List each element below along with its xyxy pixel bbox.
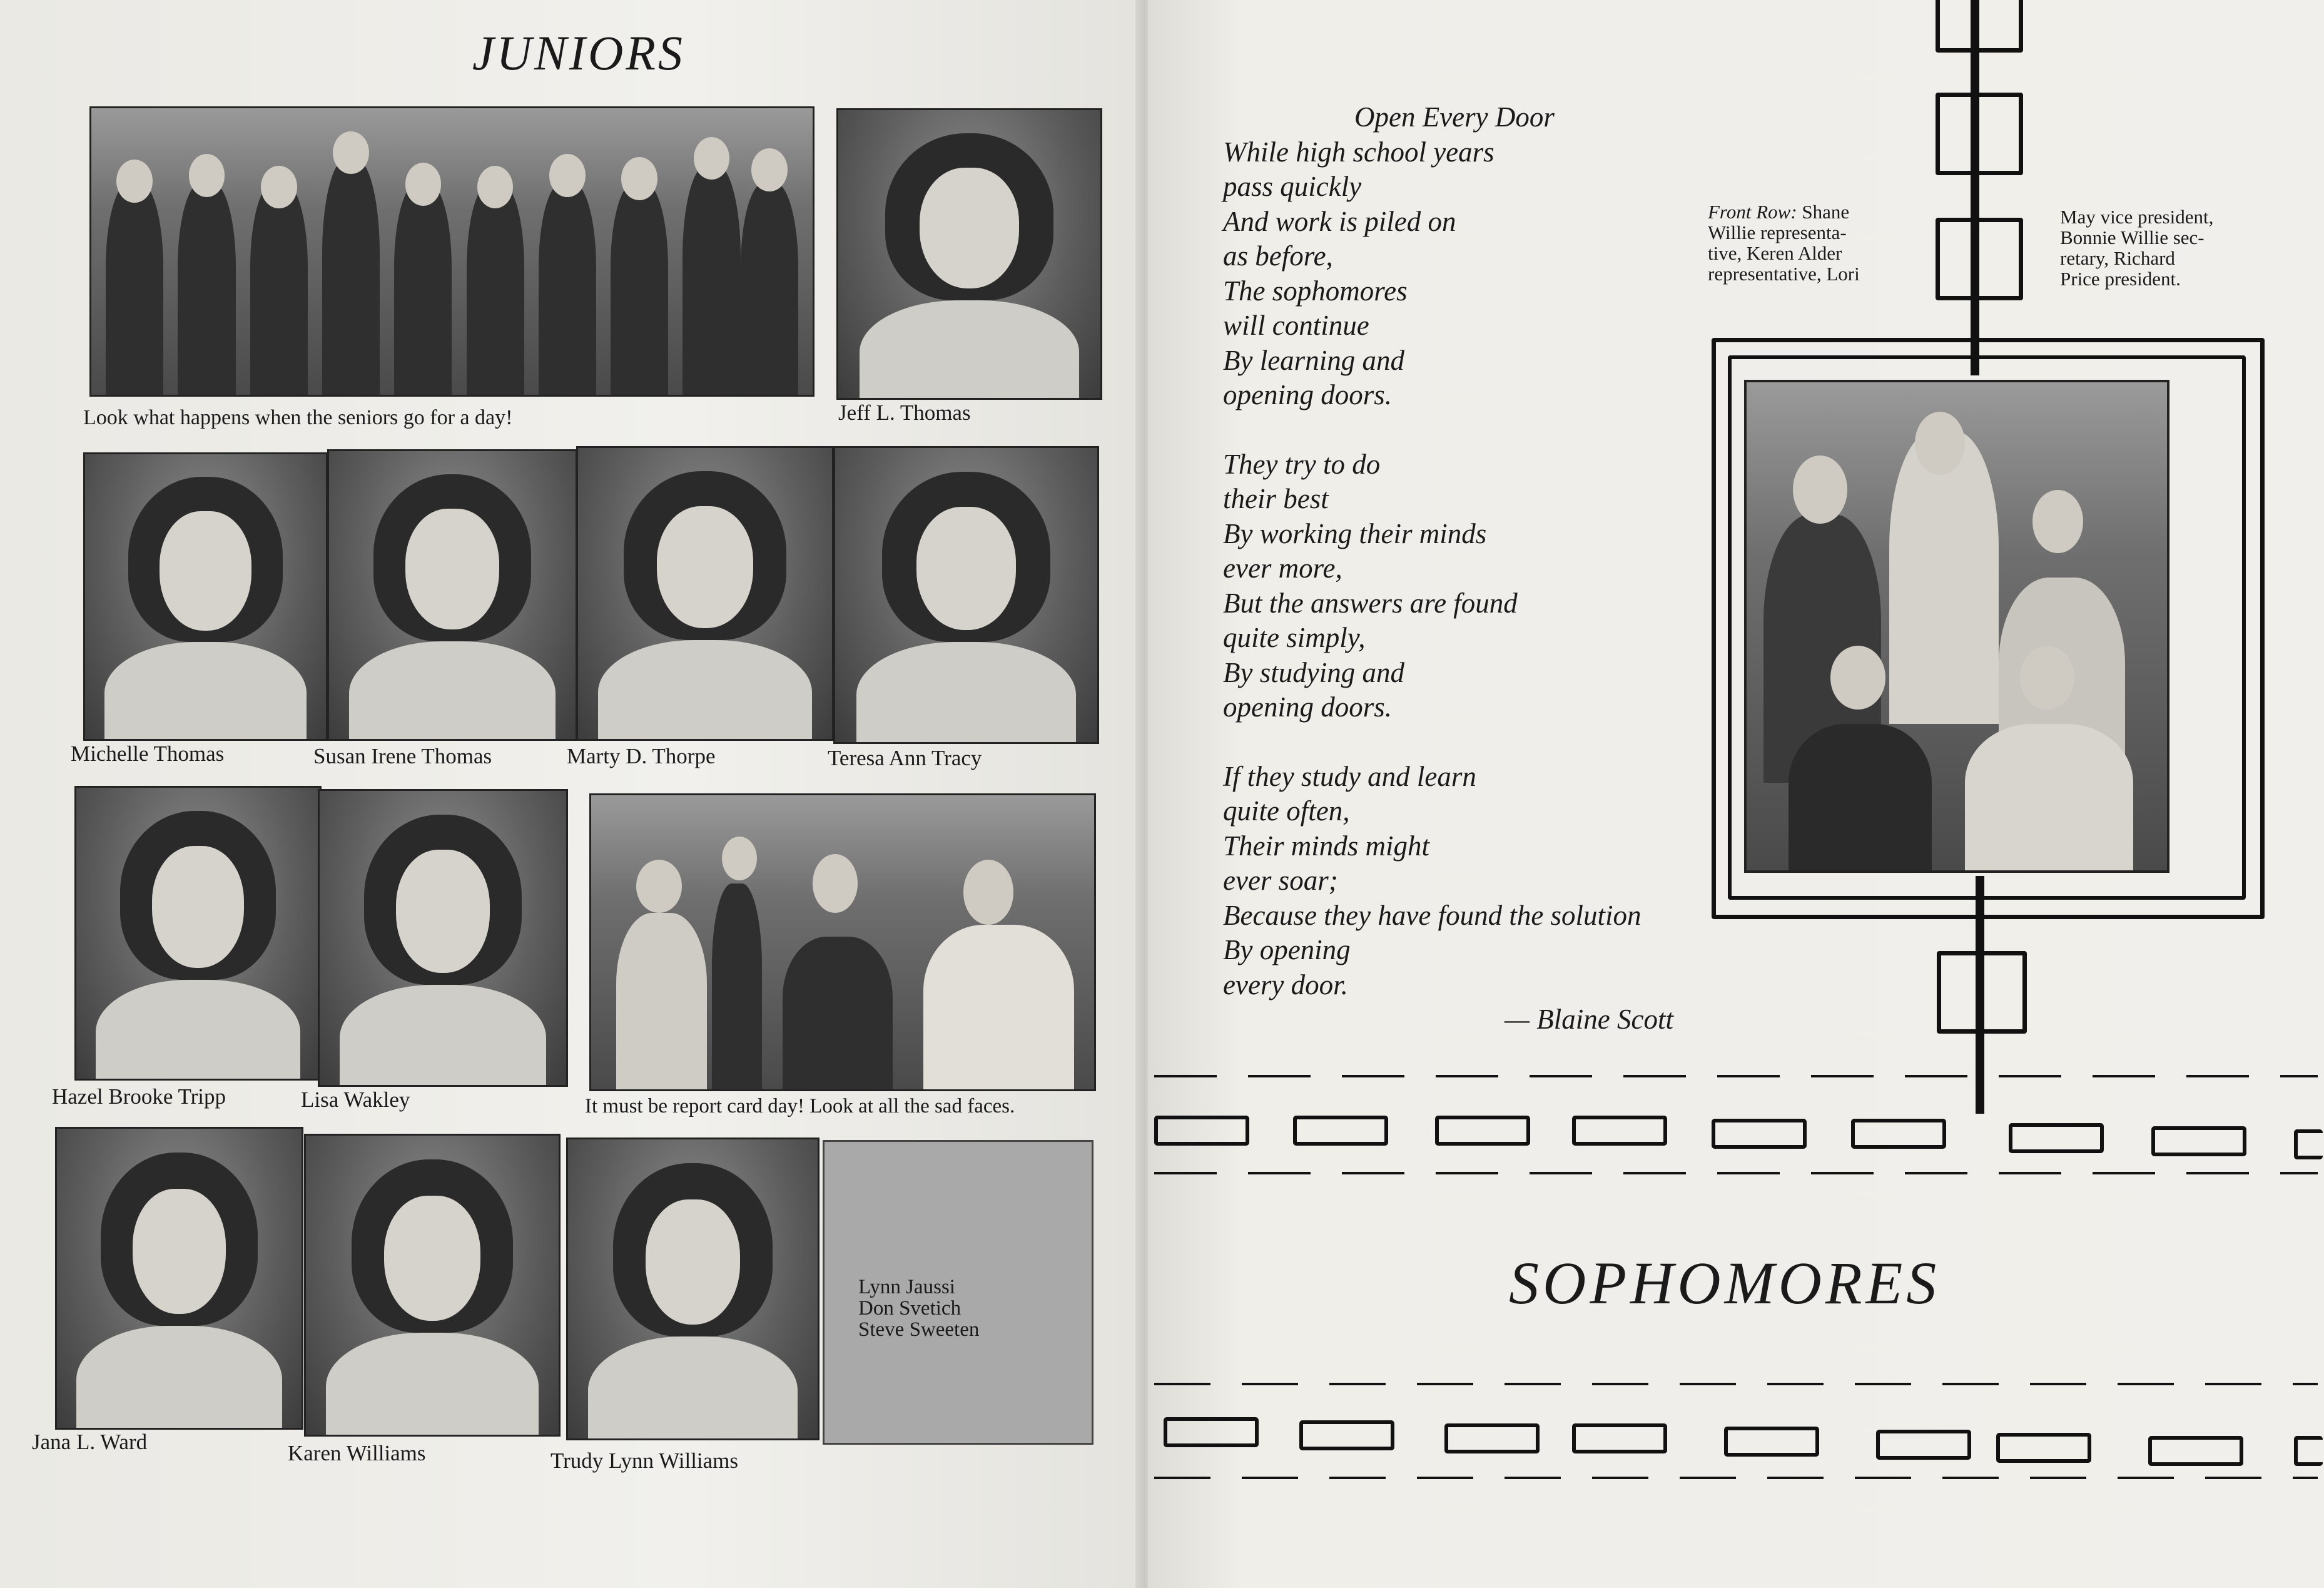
group-photo-seniors-day: [89, 106, 814, 397]
caption-text: representative, Lori: [1708, 263, 1860, 285]
poem-line: opening doors.: [1223, 379, 1392, 410]
portrait-photo: [74, 786, 322, 1081]
portrait-name: Susan Irene Thomas: [313, 744, 492, 768]
decorative-link: [1572, 1423, 1667, 1453]
juniors-heading: JUNIORS: [472, 26, 685, 80]
sophomores-heading: SOPHOMORES: [1509, 1250, 1941, 1316]
poem-line: While high school years: [1223, 136, 1494, 168]
caption-text: Bonnie Willie sec-: [2060, 226, 2205, 248]
portrait-photo: [83, 452, 328, 741]
chain-connector: [1971, 0, 1979, 375]
portrait-photo: [304, 1134, 561, 1437]
poem-line: quite often,: [1223, 795, 1350, 827]
decorative-link: [1293, 1116, 1388, 1146]
portrait-name: Jana L. Ward: [32, 1430, 148, 1454]
poem-line: And work is piled on: [1223, 205, 1456, 237]
officers-caption-right: [2060, 206, 2285, 289]
poem-line: By learning and: [1223, 344, 1404, 376]
officers-photo: [1744, 380, 2169, 873]
caption-label: Front Row:: [1708, 201, 1797, 223]
poem-line: By studying and: [1223, 656, 1404, 688]
not-pictured-box: [823, 1140, 1093, 1445]
not-pictured-name: Steve Sweeten: [858, 1318, 980, 1341]
portrait-name: Trudy Lynn Williams: [551, 1448, 739, 1473]
chain-link: [1936, 218, 2023, 300]
poem-line: ever soar;: [1223, 865, 1338, 896]
decorative-link: [1876, 1430, 1971, 1460]
group-photo-report-card-day: [589, 793, 1096, 1091]
decorative-link: [2151, 1126, 2246, 1156]
portrait-photo: [327, 449, 577, 741]
group-photo-2-caption: It must be report card day! Look at all the sad faces.: [585, 1095, 1015, 1117]
caption-text: Willie representa-: [1708, 221, 1847, 243]
decorative-link: [1851, 1119, 1946, 1149]
group-photo-1-caption: Look what happens when the seniors go for a day!: [83, 406, 513, 429]
portrait-photo: [55, 1127, 303, 1430]
decorative-link: [1572, 1116, 1667, 1146]
poem-line: will continue: [1223, 310, 1369, 341]
poem-author: — Blaine Scott: [1505, 1004, 1673, 1035]
caption-text: Price president.: [2060, 268, 2181, 290]
chain-link: [1936, 93, 2023, 175]
decorative-link: [1154, 1116, 1249, 1146]
poem-line: their best: [1223, 483, 1329, 514]
poem-line: Because they have found the solution: [1223, 899, 1642, 931]
decorative-link: [2009, 1123, 2104, 1153]
portrait-name: Teresa Ann Tracy: [828, 746, 982, 770]
poem-line: By opening: [1223, 934, 1351, 965]
decorative-link: [2294, 1129, 2323, 1159]
poem-line: If they study and learn: [1223, 760, 1476, 792]
decorative-link: [2294, 1436, 2323, 1466]
portrait-photo: [318, 789, 568, 1087]
poem-line: They try to do: [1223, 448, 1381, 480]
poem-line: pass quickly: [1223, 171, 1362, 202]
decorative-link: [2148, 1436, 2243, 1466]
poem-line: opening doors.: [1223, 691, 1392, 723]
poem-line: ever more,: [1223, 552, 1342, 584]
caption-text: May vice president,: [2060, 206, 2214, 228]
portrait-photo: [836, 108, 1102, 400]
poem: [1223, 100, 1786, 1037]
poem-line: By working their minds: [1223, 517, 1487, 549]
decorative-dash-line: [1154, 1075, 2318, 1077]
portrait-photo: [566, 1138, 819, 1440]
poem-line: as before,: [1223, 240, 1333, 272]
poem-title: Open Every Door: [1354, 101, 1555, 133]
poem-line: Their minds might: [1223, 830, 1430, 862]
caption-text: tive, Keren Alder: [1708, 242, 1842, 264]
decorative-link: [1996, 1433, 2091, 1463]
poem-line: every door.: [1223, 969, 1348, 1000]
caption-text: Shane: [1802, 201, 1850, 223]
decorative-dash-line: [1154, 1383, 2318, 1385]
caption-text: retary, Richard: [2060, 247, 2175, 269]
decorative-dash-line: [1154, 1172, 2318, 1174]
decorative-link: [1724, 1427, 1819, 1457]
poem-line: quite simply,: [1223, 622, 1366, 653]
portrait-name: Michelle Thomas: [71, 741, 225, 766]
portrait-name: Karen Williams: [288, 1441, 426, 1465]
portrait-name: Marty D. Thorpe: [567, 744, 716, 768]
decorative-link: [1435, 1116, 1530, 1146]
portrait-name: Hazel Brooke Tripp: [52, 1084, 226, 1109]
not-pictured-name: Don Svetich: [858, 1297, 962, 1320]
decorative-link: [1444, 1423, 1540, 1453]
decorative-link: [1712, 1119, 1807, 1149]
not-pictured-name: Lynn Jaussi: [858, 1276, 955, 1298]
portrait-name: Jeff L. Thomas: [838, 400, 971, 425]
officers-caption-left: [1708, 201, 1933, 284]
decorative-link: [1299, 1420, 1394, 1450]
portrait-name: Lisa Wakley: [301, 1087, 410, 1112]
poem-line: The sophomores: [1223, 275, 1408, 307]
chain-link: [1937, 951, 2027, 1034]
portrait-photo: [576, 446, 834, 741]
decorative-dash-line: [1154, 1477, 2318, 1479]
portrait-photo: [833, 446, 1099, 744]
decorative-link: [1164, 1417, 1259, 1447]
chain-link: [1936, 0, 2023, 53]
poem-line: But the answers are found: [1223, 587, 1518, 619]
